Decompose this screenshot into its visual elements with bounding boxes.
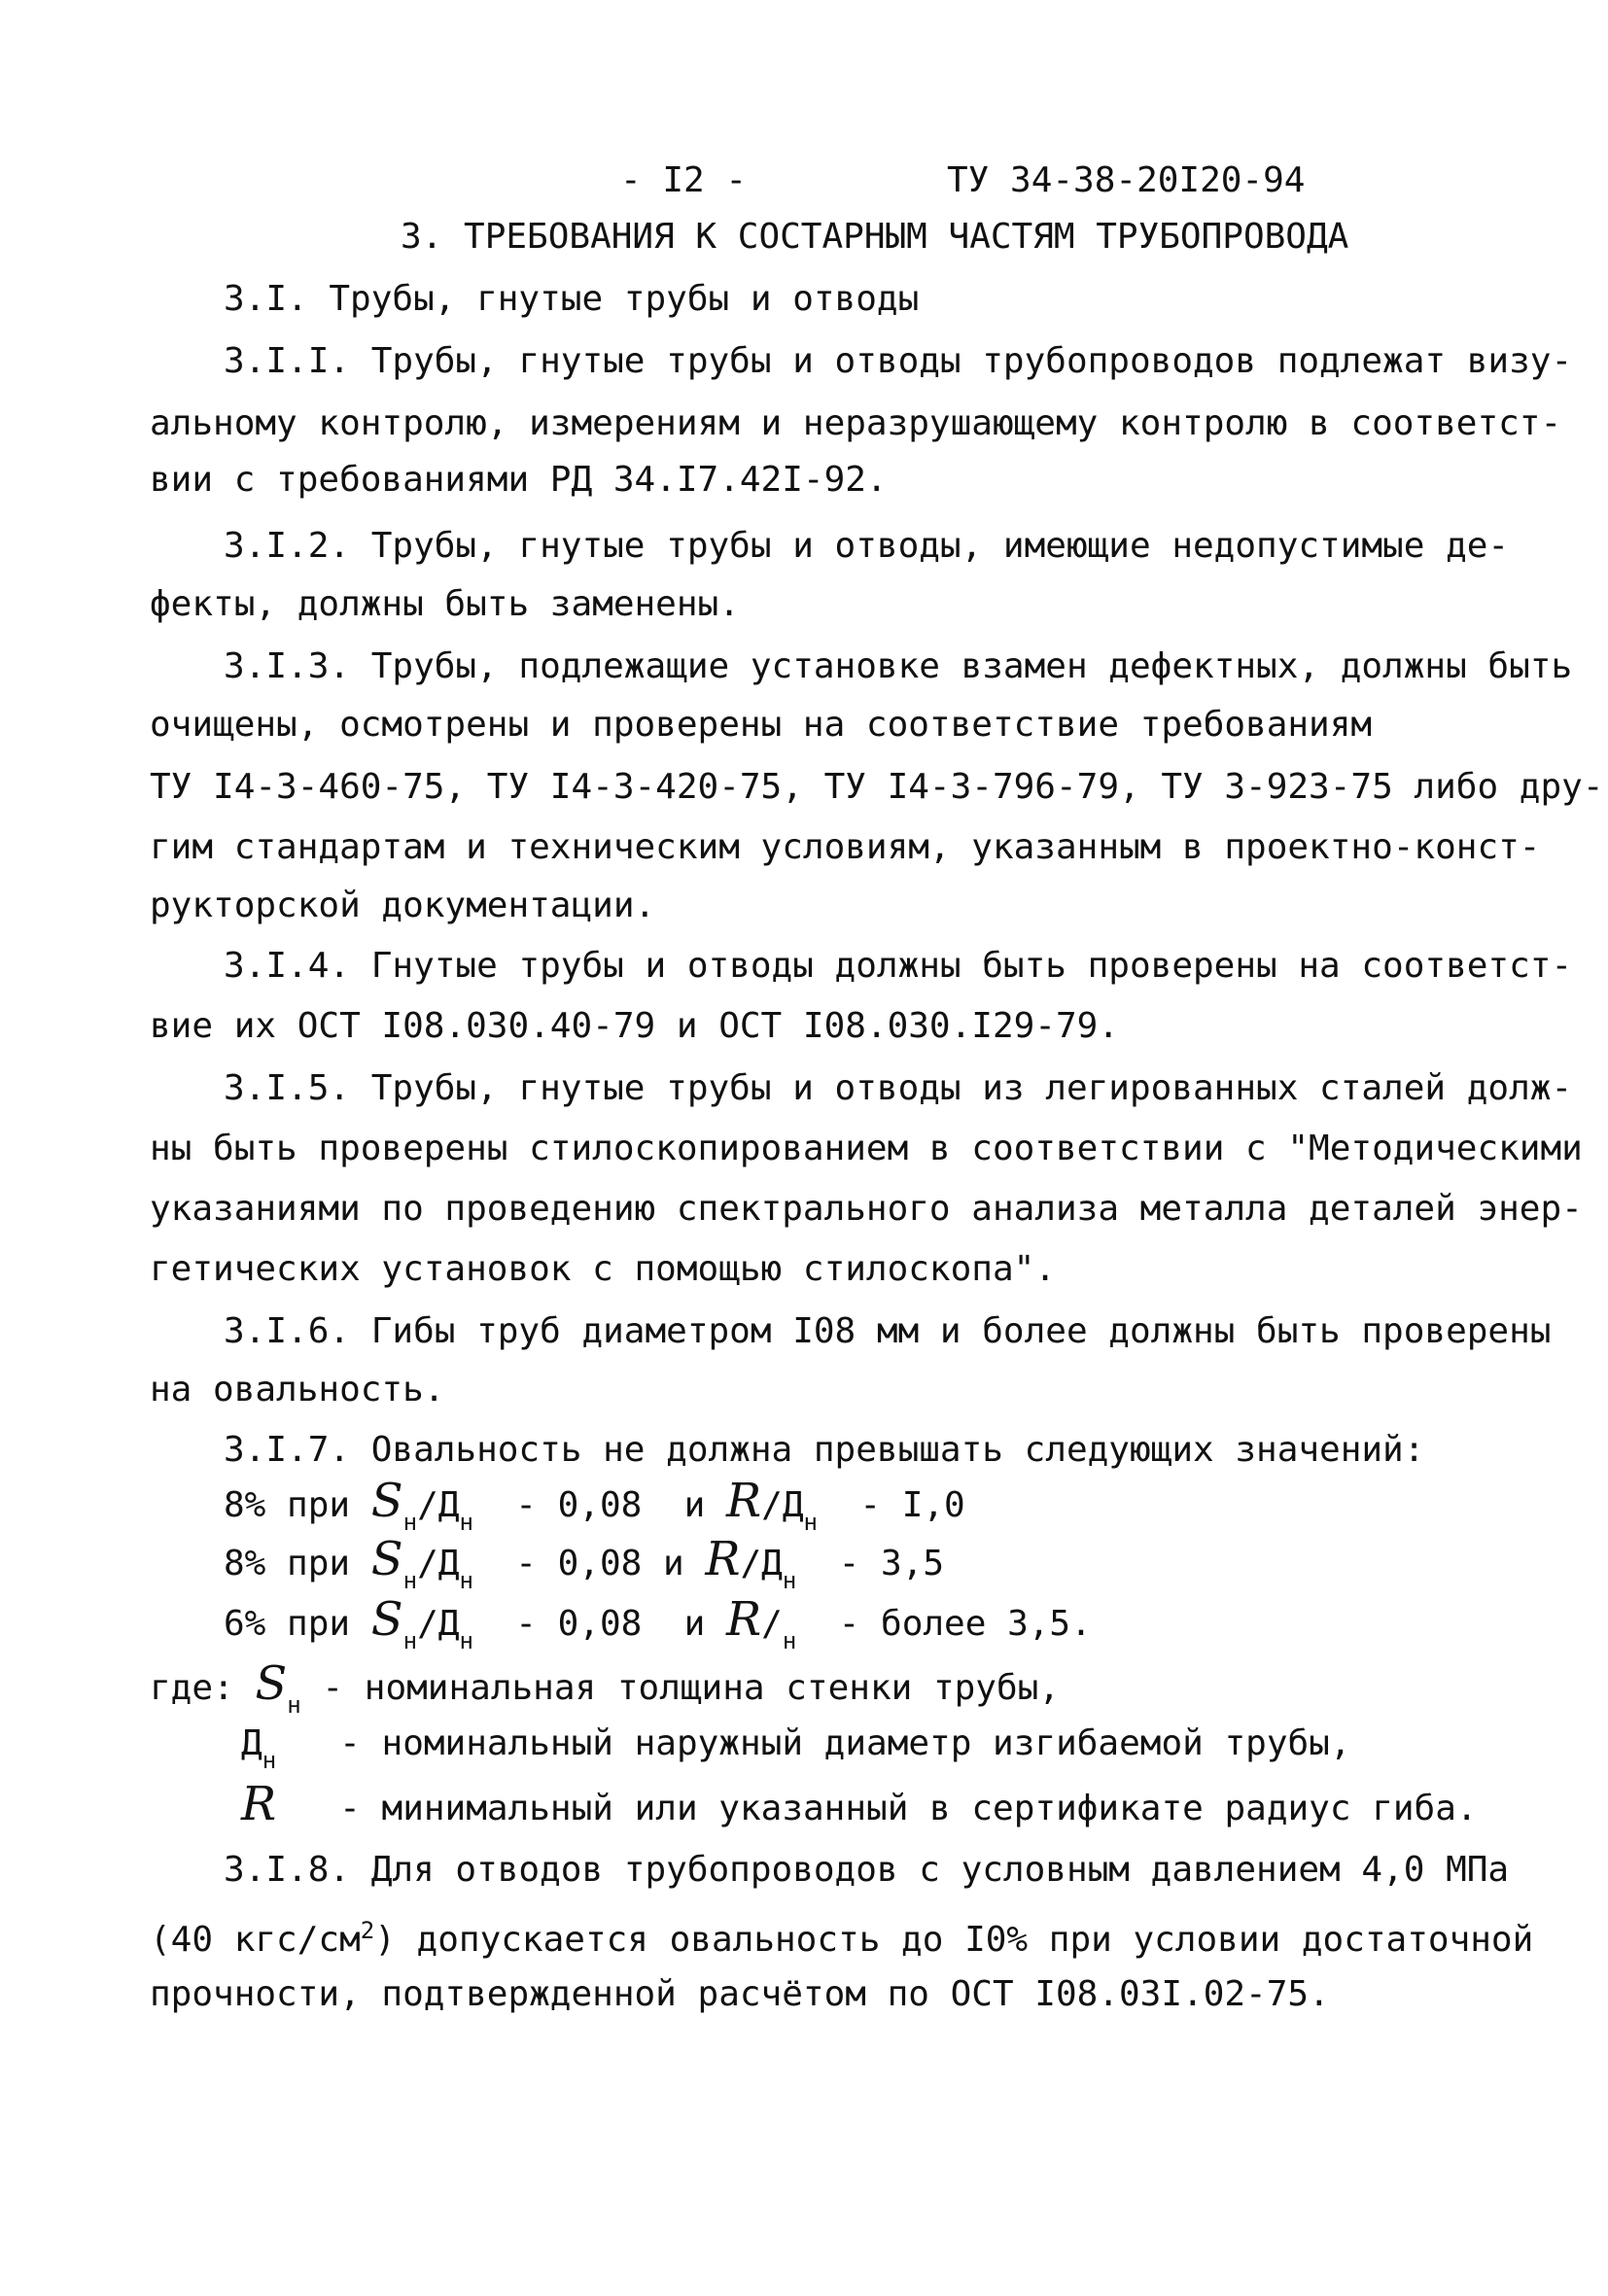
formula-conjunction: и: [683, 1485, 706, 1525]
paragraph-line: 3.I.4. Гнутые трубы и отводы должны быть проверены на соответст-: [224, 946, 1573, 986]
paragraph-line: 3.I.3. Трубы, подлежащие установке взамен дефектных, должны быть: [224, 646, 1573, 686]
formula-line: [224, 1474, 965, 1544]
page-number: - I2 -: [620, 160, 748, 200]
paragraph-text: ) допускается овальность до I0% при условии достаточной: [374, 1920, 1534, 1960]
paragraph-line: альному контролю, измерениям и неразрушающему контролю в соответст-: [150, 403, 1562, 443]
definition-line: [241, 1722, 1351, 1782]
formula-value: - 0,08: [515, 1544, 643, 1583]
radius-symbol: R: [241, 1777, 277, 1831]
paragraph-line: 3.I.7. Овальность не должна превышать следующих значений:: [224, 1430, 1425, 1470]
subscript: н: [262, 1747, 277, 1774]
formula-fraction: /Д: [417, 1604, 460, 1644]
section-title: 3. ТРЕБОВАНИЯ К СОСТАРНЫМ ЧАСТЯМ ТРУБОПРОВОДА: [401, 217, 1349, 257]
subscript: н: [459, 1627, 473, 1654]
definition-text: - минимальный или указанный в сертификате радиус гиба.: [339, 1789, 1478, 1828]
formula-value: - 0,08: [515, 1485, 643, 1525]
paragraph-line: рукторской документации.: [150, 886, 656, 925]
radius-symbol: R: [726, 1592, 762, 1647]
superscript: 2: [360, 1917, 375, 1944]
definition-lead: где:: [150, 1668, 234, 1708]
subsection-heading: 3.I. Трубы, гнутые трубы и отводы: [224, 279, 920, 319]
paragraph-line: вии с требованиями РД 34.I7.42I-92.: [150, 460, 888, 500]
subscript: н: [782, 1627, 797, 1654]
definition-line: [150, 1656, 1061, 1726]
paragraph-line: гетических установок с помощью стилоскопа".: [150, 1249, 1056, 1289]
paragraph-line: прочности, подтвержденной расчётом по ОСТ I08.03I.02-75.: [150, 1974, 1330, 2014]
formula-fraction: /Д: [761, 1485, 804, 1525]
formula-value: - I,0: [859, 1485, 965, 1525]
subscript: н: [402, 1509, 418, 1536]
paragraph-line: на овальность.: [150, 1370, 445, 1409]
paragraph-line: [150, 1909, 1533, 1962]
subscript: н: [459, 1567, 473, 1594]
subscript: н: [459, 1509, 473, 1536]
paragraph-line: ТУ I4-3-460-75, ТУ I4-3-420-75, ТУ I4-3-796-79, ТУ 3-923-75 либо дру-: [150, 767, 1604, 807]
formula-conjunction: и: [662, 1544, 684, 1583]
subscript: н: [402, 1567, 418, 1594]
definition-text: - номинальная толщина стенки трубы,: [322, 1668, 1061, 1708]
formula-fraction: /Д: [740, 1544, 783, 1583]
formula-percent: 8% при: [224, 1485, 351, 1525]
formula-line: [224, 1532, 945, 1602]
formula-line: [224, 1592, 1092, 1662]
definition-text: - номинальный наружный диаметр изгибаемой трубы,: [339, 1723, 1351, 1763]
radius-symbol: R: [726, 1474, 762, 1528]
paragraph-line: 3.I.I. Трубы, гнутые трубы и отводы трубопроводов подлежат визу-: [224, 341, 1573, 381]
paragraph-line: очищены, осмотрены и проверены на соответствие требованиям: [150, 705, 1373, 745]
paragraph-line: 3.I.5. Трубы, гнутые трубы и отводы из легированных сталей долж-: [224, 1068, 1573, 1108]
formula-value: - 3,5: [838, 1544, 945, 1583]
paragraph-line: вие их ОСТ I08.030.40-79 и ОСТ I08.030.I29-79.: [150, 1006, 1119, 1046]
formula-fraction: /Д: [417, 1485, 460, 1525]
definition-line: [241, 1777, 1478, 1831]
paragraph-line: 3.I.8. Для отводов трубопроводов с условным давлением 4,0 МПа: [224, 1850, 1510, 1890]
paragraph-line: гим стандартам и техническим условиям, указанным в проектно-конст-: [150, 827, 1541, 867]
subscript: н: [803, 1509, 818, 1536]
formula-fraction: /Д: [417, 1544, 460, 1583]
formula-conjunction: и: [683, 1604, 706, 1644]
paragraph-line: фекты, должны быть заменены.: [150, 584, 740, 624]
pressure-unit-text: (40 кгс/см: [150, 1920, 361, 1960]
diameter-symbol: Д: [241, 1723, 262, 1763]
wall-thickness-symbol: S: [370, 1532, 403, 1586]
paragraph-line: указаниями по проведению спектрального анализа металла деталей энер-: [150, 1189, 1583, 1229]
document-code: ТУ 34-38-20I20-94: [947, 160, 1306, 200]
formula-value: - более 3,5.: [838, 1604, 1092, 1644]
wall-thickness-symbol: S: [370, 1474, 403, 1528]
formula-percent: 8% при: [224, 1544, 351, 1583]
paragraph-line: 3.I.6. Гибы труб диаметром I08 мм и более должны быть проверены: [224, 1311, 1552, 1351]
subscript: н: [782, 1567, 797, 1594]
wall-thickness-symbol: S: [370, 1592, 403, 1647]
wall-thickness-symbol: S: [255, 1656, 288, 1711]
subscript: н: [402, 1627, 418, 1654]
paragraph-line: ны быть проверены стилоскопированием в соответствии с "Методическими: [150, 1129, 1583, 1168]
subscript: н: [287, 1691, 301, 1719]
formula-percent: 6% при: [224, 1604, 351, 1644]
formula-fraction: /: [761, 1604, 783, 1644]
radius-symbol: R: [705, 1532, 741, 1586]
paragraph-line: 3.I.2. Трубы, гнутые трубы и отводы, имеющие недопустимые де-: [224, 526, 1510, 566]
formula-value: - 0,08: [515, 1604, 643, 1644]
